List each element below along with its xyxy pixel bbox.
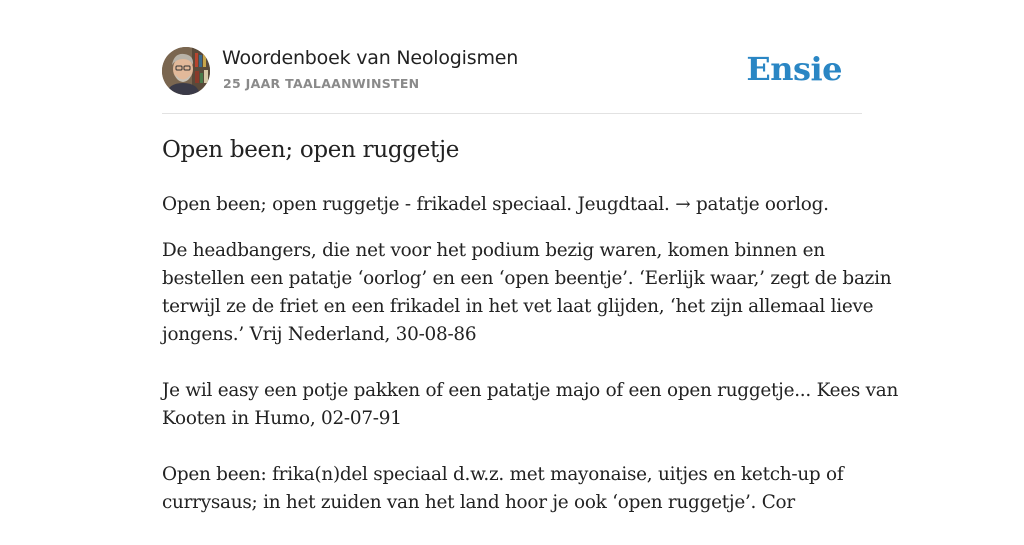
quote-paragraph — [162, 237, 892, 349]
definition-end: . — [823, 194, 829, 215]
author-avatar[interactable] — [162, 47, 210, 95]
quote-line: terwijl ze de friet en een frikadel in het vet laat glijden, ‘het zijn allemaal lieve — [162, 296, 874, 317]
site-title[interactable]: Woordenboek van Neologismen — [222, 47, 519, 69]
patatje-oorlog-link[interactable]: patatje oorlog — [696, 194, 824, 215]
quote-line: Open been: frika(n)del speciaal d.w.z. met mayonaise, uitjes en ketch-up of — [162, 464, 844, 485]
avatar-portrait-icon — [162, 47, 210, 95]
entry-title: Open been; open ruggetje — [162, 137, 460, 163]
quote-paragraph — [162, 461, 862, 517]
entry-definition — [162, 191, 862, 219]
quote-line: Kooten in Humo, 02-07-91 — [162, 408, 402, 429]
site-subtitle: 25 JAAR TAALAANWINSTEN — [223, 76, 420, 91]
definition-text: Open been; open ruggetje - frikadel speciaal. Jeugdtaal. → — [162, 194, 697, 215]
quote-line: De headbangers, die net voor het podium bezig waren, komen binnen en — [162, 240, 825, 261]
quote-line: bestellen een patatje ‘oorlog’ en een ‘open beentje’. ‘Eerlijk waar,’ zegt de bazin — [162, 268, 892, 289]
quote-line: jongens.’ Vrij Nederland, 30-08-86 — [162, 324, 477, 345]
header-divider — [162, 113, 862, 114]
ensie-logo-link[interactable]: Ensie — [746, 50, 842, 88]
site-header — [162, 46, 862, 96]
quote-line: currysaus; in het zuiden van het land hoor je ook ‘open ruggetje’. Cor — [162, 492, 795, 513]
quote-paragraph — [162, 377, 899, 433]
quote-line: Je wil easy een potje pakken of een patatje majo of een open ruggetje... Kees van — [162, 380, 899, 401]
entry-quotes — [162, 237, 899, 545]
